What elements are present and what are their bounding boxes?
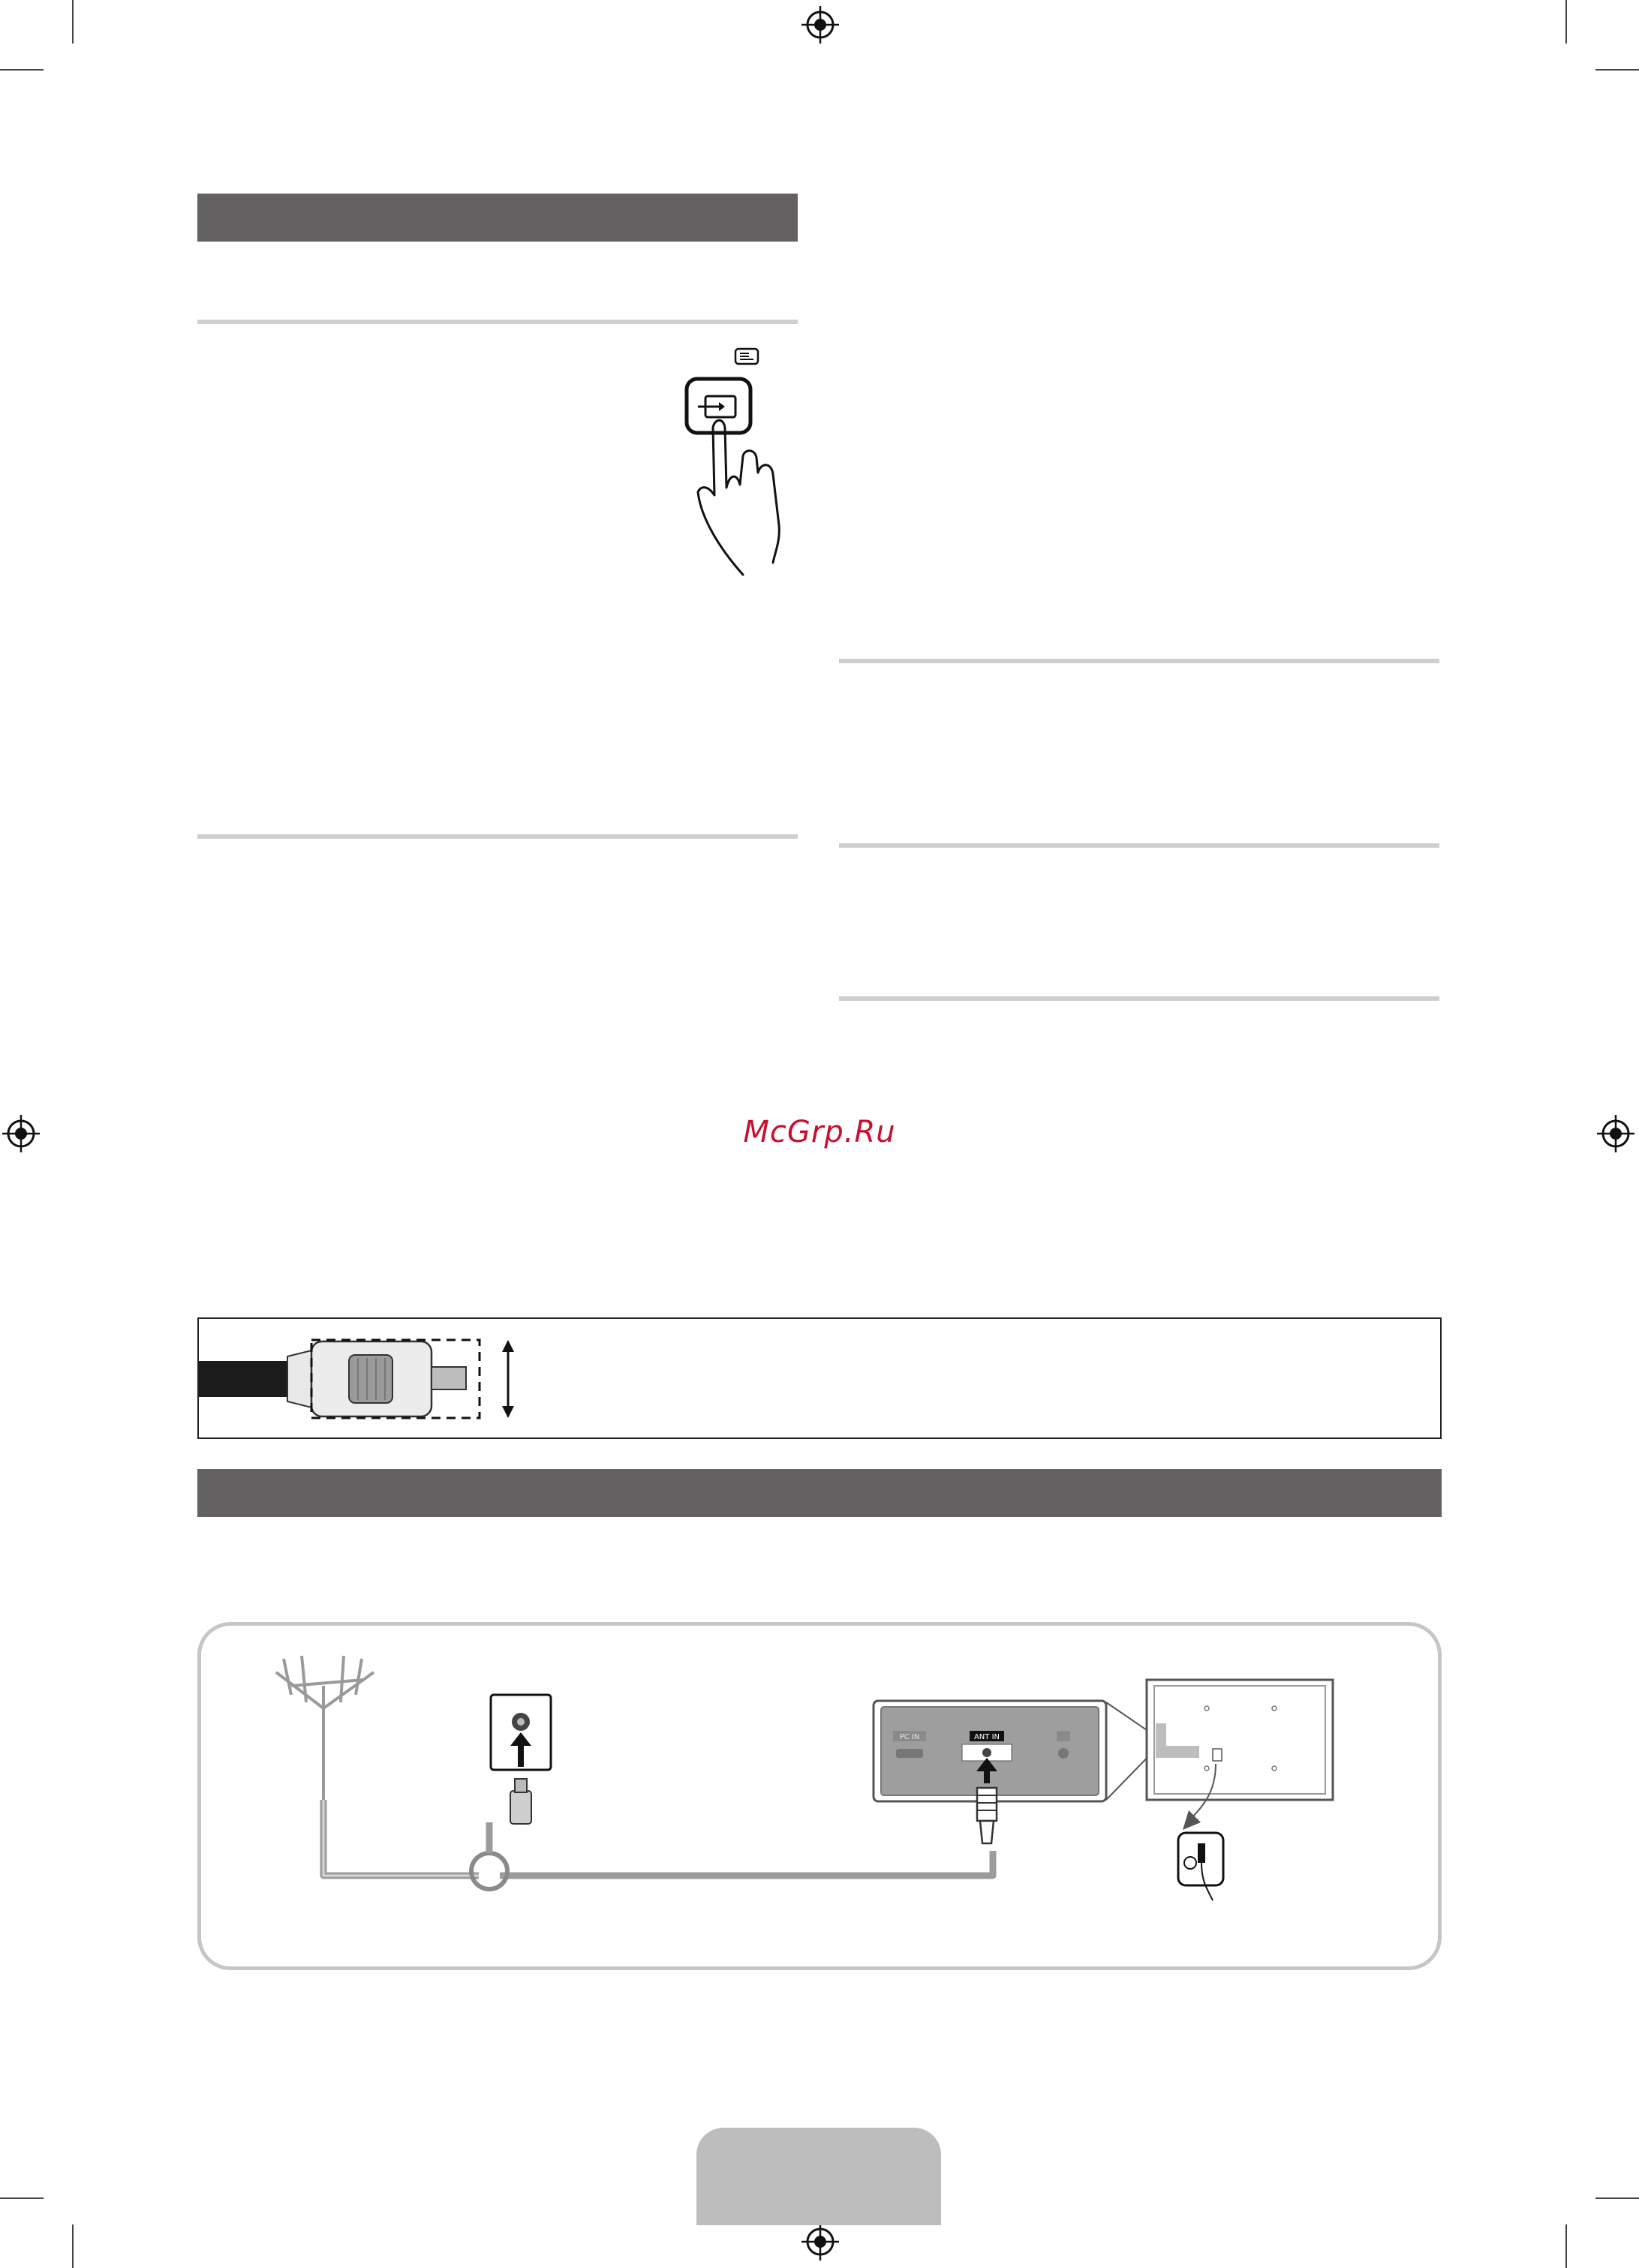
ant-in-port-label: ANT IN: [973, 1733, 1000, 1741]
coax-plug: [510, 1791, 531, 1824]
crop-mark: [0, 69, 44, 71]
registration-mark: [1597, 1115, 1634, 1152]
page-number-tab: [696, 2128, 941, 2225]
remote-source-button-illustration: [675, 345, 803, 585]
hdmi-cable-size-box: [197, 1317, 1442, 1439]
section-divider: [839, 996, 1439, 1001]
antenna-cable: [323, 1800, 993, 1876]
crop-mark: [1595, 2197, 1639, 2199]
section-header-bar: [197, 194, 798, 242]
antenna-connection-illustration: [201, 1626, 1438, 1966]
section-divider: [197, 320, 798, 324]
crop-mark: [1565, 0, 1567, 44]
registration-mark: [801, 6, 839, 44]
pc-in-port-label: PC IN: [899, 1733, 920, 1741]
registration-mark: [801, 2223, 839, 2260]
crop-mark: [0, 2197, 44, 2199]
watermark: McGrp.Ru: [743, 1115, 896, 1149]
section-header-bar: [197, 1469, 1442, 1517]
hand-icon: [698, 420, 779, 575]
f-connector-plug: [977, 1788, 997, 1843]
section-divider: [839, 659, 1439, 663]
registration-mark: [2, 1115, 40, 1152]
section-divider: [839, 843, 1439, 848]
crop-mark: [72, 2224, 74, 2268]
crop-mark: [72, 0, 74, 44]
tv-rear-view-icon: [1147, 1680, 1333, 1830]
tools-icon: [735, 349, 758, 364]
antenna-icon: [276, 1656, 374, 1800]
antenna-connection-diagram: [197, 1622, 1442, 1970]
power-socket-icon: [1178, 1833, 1223, 1900]
crop-mark: [1595, 69, 1639, 71]
section-divider: [197, 834, 798, 839]
hdmi-cable-illustration: [199, 1319, 544, 1437]
crop-mark: [1565, 2224, 1567, 2268]
